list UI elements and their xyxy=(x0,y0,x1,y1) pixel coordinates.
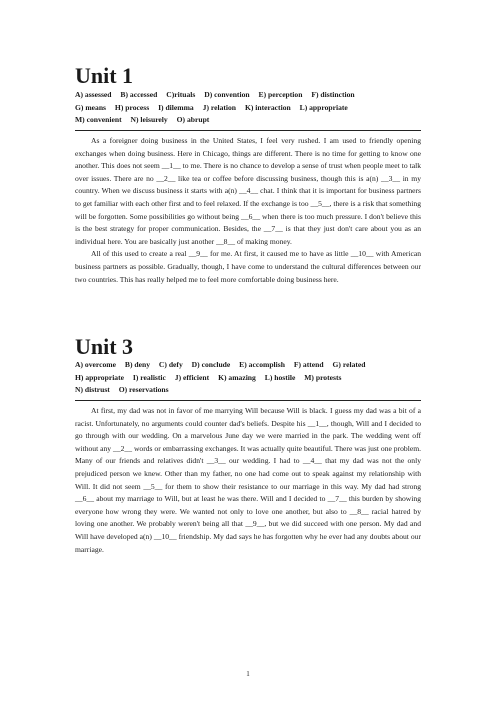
option: L) hostile xyxy=(264,372,296,382)
option: M) protests xyxy=(304,372,342,382)
unit1-passage xyxy=(75,135,421,286)
paragraph: All of this used to create a real __9__ for me. At first, it caused me to have as little __10__ with American business partners as possible. Gradually, though, I have come to understand the cultural differences between our two countries. This has really helped me to feel more comfortable doing business here. xyxy=(75,249,421,284)
option: L) appropriate xyxy=(299,102,348,112)
option: B) deny xyxy=(124,360,150,369)
option: C) defy xyxy=(158,360,183,369)
option: A) assessed xyxy=(75,90,112,99)
option: G) means xyxy=(75,102,107,112)
unit1-options-row xyxy=(75,102,421,115)
divider xyxy=(75,400,421,401)
option: D) convention xyxy=(204,90,250,99)
option: I) realistic xyxy=(132,372,166,382)
option: H) appropriate xyxy=(75,372,125,382)
option: H) process xyxy=(114,102,150,112)
option: G) related xyxy=(332,360,366,369)
unit3-word-bank xyxy=(75,359,421,397)
unit1-title: Unit 1 xyxy=(75,63,134,88)
unit3-options-row xyxy=(75,384,421,397)
unit3-title: Unit 3 xyxy=(75,334,134,359)
option: C)rituals xyxy=(166,90,196,99)
unit3-passage xyxy=(75,405,421,556)
option: M) convenient xyxy=(75,115,122,124)
option: J) efficient xyxy=(174,372,210,382)
option: N) leisurely xyxy=(130,115,168,124)
unit1-word-bank xyxy=(75,89,421,127)
option: F) attend xyxy=(293,360,324,369)
unit3-options-row xyxy=(75,372,421,385)
option: B) accessed xyxy=(120,90,158,99)
unit1-options-row xyxy=(75,89,421,102)
option: N) distrust xyxy=(75,385,110,394)
unit1-options-row xyxy=(75,114,421,127)
option: I) dilemma xyxy=(158,102,194,112)
unit3-options-row xyxy=(75,359,421,372)
option: K) amazing xyxy=(218,372,256,382)
option: A) overcome xyxy=(75,360,116,369)
option: O) abrupt xyxy=(176,115,210,124)
paragraph: As a foreigner doing business in the United States, I feel very rushed. I am used to friendly opening exchanges when doing business. Here in Chicago, things are different. There is no time for getting to know one another. This does not seem __1__ to me. There is no chance to develop a sense of trust when people meet to talk over issues. There are no __2__ like tea or coffee before discussing business, though this is a(n) __3__ in my country. When we discuss business it starts with a(n) __4__ chat. I think that it is important for business partners to get familiar with each other first and to feel relaxed. If the exchange is too __5__, there is a risk that something will be forgotten. Some possibilities go without being __6__ when there is too much pressure. I don't believe this is the best strategy for proper communication. Besides, the __7__ is that they just don't care about you as an individual here. You are basically just another __8__ of making money. xyxy=(75,136,421,246)
option: D) conclude xyxy=(191,360,231,369)
option: F) distinction xyxy=(311,90,355,99)
divider xyxy=(75,130,421,131)
page-number: 1 xyxy=(246,670,250,678)
option: E) accomplish xyxy=(239,360,285,369)
paragraph: At first, my dad was not in favor of me marrying Will because Will is black. I guess my dad was a bit of a racist. Unfortunately, no arguments could counter dad's beliefs. Despite his __1__, though, Will and I decided to go through with our wedding. On a marvelous June day we were married in the park. The wedding went off without any __2__ words or embarrassing exchanges. It was actually quite beautiful. There was just one problem. Many of our friends and relatives didn't __3__ our wedding. I had to __4__ that my dad was not the only prejudiced person we knew. Other than my father, no one had come out to speak against my relationship with Will. It did not seem __5__ for them to show their resistance to our marriage in this way. My dad had strong __6__ about my marriage to Will, but at least he was there. Will and I decided to __7__ this burden by showing everyone how wrong they were. We wanted not only to love one another, but also to __8__ racial hatred by loving one another. We probably weren't being all that __9__, but we did succeed with one person. My dad and Will have developed a(n) __10__ friendship. My dad says he has forgotten why he ever had any doubts about our marriage. xyxy=(75,406,421,554)
option: E) perception xyxy=(258,90,303,99)
option: O) reservations xyxy=(118,385,169,394)
option: K) interaction xyxy=(244,102,291,112)
option: J) relation xyxy=(202,102,237,112)
